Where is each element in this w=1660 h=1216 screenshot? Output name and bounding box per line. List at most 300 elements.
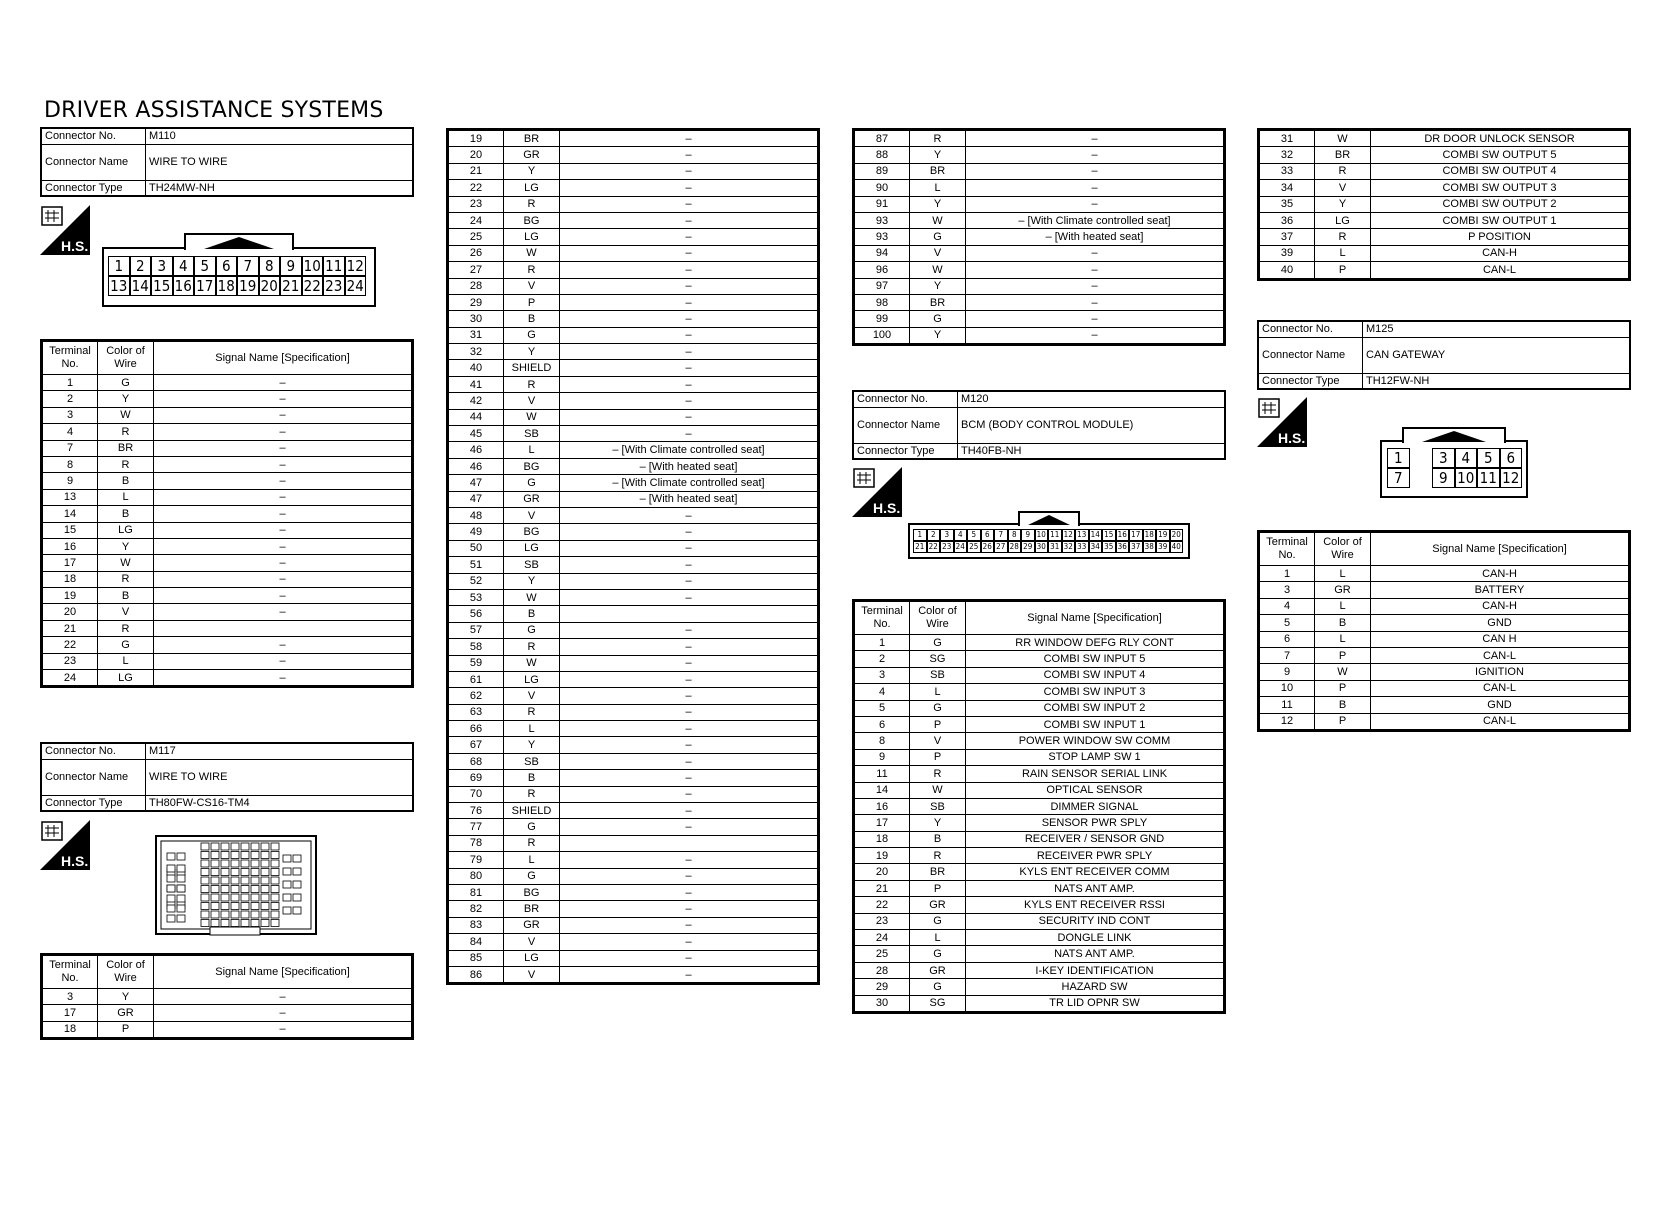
terminal-header: Terminal No. <box>1259 532 1315 566</box>
table-row <box>448 475 819 491</box>
terminal-cell: 85 <box>448 950 504 966</box>
m125-connector-diagram <box>1380 440 1528 498</box>
color-cell: W <box>910 782 966 798</box>
terminal-cell: 8 <box>42 456 98 472</box>
m125-terminal-table <box>1257 530 1631 732</box>
table-row <box>1259 196 1630 212</box>
color-cell: G <box>910 979 966 995</box>
signal-cell: STOP LAMP SW 1 <box>966 749 1225 765</box>
table-row <box>448 540 819 556</box>
terminal-cell: 9 <box>1259 664 1315 680</box>
signal-cell: – <box>154 637 413 653</box>
signal-cell: – <box>560 770 819 786</box>
color-cell: V <box>910 245 966 261</box>
signal-cell: – <box>560 753 819 769</box>
signal-cell: NATS ANT AMP. <box>966 946 1225 962</box>
color-cell: BG <box>504 458 560 474</box>
table-row <box>448 393 819 409</box>
table-row <box>42 620 413 636</box>
color-cell: P <box>910 880 966 896</box>
signal-cell: RECEIVER / SENSOR GND <box>966 831 1225 847</box>
connector-cavity <box>201 886 209 893</box>
terminal-cell: 89 <box>854 163 910 179</box>
connector-pin: 17 <box>194 276 216 296</box>
terminal-cell: 31 <box>448 327 504 343</box>
table-row <box>1259 713 1630 730</box>
connector-pin: 7 <box>237 256 259 276</box>
connector-cavity <box>283 907 291 914</box>
terminal-cell: 93 <box>854 212 910 228</box>
table-row <box>854 716 1225 732</box>
color-cell: B <box>98 506 154 522</box>
terminal-cell: 19 <box>42 588 98 604</box>
connector-cavity <box>261 869 269 876</box>
connector-cavity <box>241 886 249 893</box>
terminal-cell: 23 <box>42 653 98 669</box>
terminal-cell: 45 <box>448 426 504 442</box>
signal-cell: – <box>560 671 819 687</box>
color-cell: R <box>98 424 154 440</box>
table-row <box>42 522 413 538</box>
terminal-cell: 28 <box>448 278 504 294</box>
signal-cell: – <box>560 688 819 704</box>
color-cell: V <box>504 507 560 523</box>
page-title: DRIVER ASSISTANCE SYSTEMS <box>44 98 384 123</box>
signal-cell: – <box>560 934 819 950</box>
table-row <box>448 524 819 540</box>
connector-cavity <box>261 911 269 918</box>
signal-cell: – <box>966 294 1225 310</box>
color-cell: G <box>504 475 560 491</box>
m117-section <box>40 742 414 812</box>
terminal-cell: 17 <box>42 1005 98 1021</box>
color-cell: R <box>910 848 966 864</box>
signal-cell: – <box>154 473 413 489</box>
table-row <box>448 344 819 360</box>
connector-cavity <box>271 843 279 850</box>
connector-cavity <box>221 886 229 893</box>
connector-cavity <box>231 894 239 901</box>
connector-pin: 7 <box>1387 468 1410 488</box>
connector-cavity <box>241 852 249 859</box>
signal-cell: – <box>154 1021 413 1038</box>
table-row <box>42 391 413 407</box>
color-cell: L <box>1315 598 1371 614</box>
signal-cell: – <box>154 456 413 472</box>
connector-name-label: Connector Name <box>41 759 146 795</box>
table-row <box>854 311 1225 327</box>
connector-pin: 15 <box>1102 529 1116 541</box>
connector-cavity <box>283 894 291 901</box>
table-row <box>448 491 819 507</box>
signal-cell: – <box>560 852 819 868</box>
terminal-cell: 3 <box>854 667 910 683</box>
color-cell: GR <box>910 962 966 978</box>
terminal-cell: 31 <box>1259 130 1315 147</box>
m110-section <box>40 127 414 197</box>
terminal-cell: 20 <box>42 604 98 620</box>
connector-pin: 16 <box>1116 529 1130 541</box>
terminal-cell: 88 <box>854 147 910 163</box>
terminal-cell: 28 <box>854 962 910 978</box>
signal-cell: – <box>154 538 413 554</box>
signal-cell: DIMMER SIGNAL <box>966 798 1225 814</box>
terminal-cell: 17 <box>42 555 98 571</box>
signal-cell: – <box>560 180 819 196</box>
terminal-cell: 18 <box>42 571 98 587</box>
connector-type-label: Connector Type <box>853 443 958 459</box>
connector-cavity <box>231 843 239 850</box>
signal-cell: – <box>560 163 819 179</box>
connector-cavity <box>221 869 229 876</box>
connector-cavity <box>271 860 279 867</box>
signal-cell: – <box>560 311 819 327</box>
signal-cell: – <box>560 196 819 212</box>
color-cell: SB <box>504 557 560 573</box>
connector-pin: 18 <box>1143 529 1157 541</box>
table-row <box>448 573 819 589</box>
color-cell: SB <box>504 426 560 442</box>
terminal-cell: 4 <box>1259 598 1315 614</box>
connector-cavity <box>167 905 175 912</box>
color-cell: W <box>1315 664 1371 680</box>
connector-no-value: M110 <box>146 128 414 144</box>
color-cell: SB <box>504 753 560 769</box>
signal-cell: CAN-H <box>1371 598 1630 614</box>
connector-cavity <box>293 894 301 901</box>
terminal-cell: 30 <box>854 995 910 1012</box>
color-cell: V <box>504 278 560 294</box>
signal-cell: – <box>560 344 819 360</box>
color-cell: BG <box>504 524 560 540</box>
color-cell: R <box>98 571 154 587</box>
connector-pin: 6 <box>1500 448 1523 468</box>
table-row <box>854 766 1225 782</box>
signal-cell: I-KEY IDENTIFICATION <box>966 962 1225 978</box>
connector-cavity <box>241 911 249 918</box>
table-row <box>448 245 819 261</box>
signal-cell: POWER WINDOW SW COMM <box>966 733 1225 749</box>
connector-pin: 16 <box>173 276 195 296</box>
signal-cell: – <box>560 147 819 163</box>
table-row <box>1259 615 1630 631</box>
color-cell: L <box>1315 245 1371 261</box>
table-row <box>1259 180 1630 196</box>
signal-cell: SECURITY IND CONT <box>966 913 1225 929</box>
signal-header: Signal Name [Specification] <box>966 601 1225 635</box>
signal-cell: – <box>966 196 1225 212</box>
terminal-cell: 27 <box>448 262 504 278</box>
table-row <box>854 229 1225 245</box>
connector-type-value: TH12FW-NH <box>1363 373 1631 389</box>
m125-pin-grid <box>1387 448 1522 488</box>
color-cell: W <box>504 409 560 425</box>
connector-pin: 21 <box>280 276 302 296</box>
connector-cavity <box>261 894 269 901</box>
connector-name-label: Connector Name <box>1258 337 1363 373</box>
table-row <box>448 229 819 245</box>
table-row <box>448 360 819 376</box>
connector-cavity <box>211 886 219 893</box>
signal-cell: NATS ANT AMP. <box>966 880 1225 896</box>
signal-cell: RAIN SENSOR SERIAL LINK <box>966 766 1225 782</box>
connector-cavity <box>283 855 291 862</box>
table-row <box>854 635 1225 651</box>
color-cell: GR <box>1315 582 1371 598</box>
table-row <box>448 262 819 278</box>
connector-pin: 7 <box>994 529 1008 541</box>
connector-pin: 1 <box>108 256 130 276</box>
terminal-cell: 13 <box>42 489 98 505</box>
signal-cell: – <box>154 653 413 669</box>
signal-cell: DR DOOR UNLOCK SENSOR <box>1371 130 1630 147</box>
terminal-cell: 11 <box>854 766 910 782</box>
table-row <box>1259 262 1630 279</box>
color-cell: P <box>504 294 560 310</box>
color-cell: R <box>504 639 560 655</box>
connector-cavity <box>167 875 175 882</box>
connector-cavity <box>177 905 185 912</box>
terminal-cell: 3 <box>1259 582 1315 598</box>
color-cell: P <box>1315 262 1371 279</box>
connector-pin: 20 <box>259 276 281 296</box>
color-cell: V <box>910 733 966 749</box>
m120-continued-table <box>1257 128 1631 281</box>
table-row <box>1259 598 1630 614</box>
signal-cell: – <box>966 147 1225 163</box>
terminal-cell: 24 <box>448 212 504 228</box>
terminal-cell: 80 <box>448 868 504 884</box>
terminal-cell: 99 <box>854 311 910 327</box>
color-cell: LG <box>98 670 154 687</box>
connector-pin: 5 <box>967 529 981 541</box>
terminal-cell: 66 <box>448 721 504 737</box>
table-row <box>854 212 1225 228</box>
connector-pin: 37 <box>1129 541 1143 553</box>
table-row <box>448 212 819 228</box>
connector-cavity <box>201 843 209 850</box>
connector-cavity <box>261 860 269 867</box>
connector-cavity <box>221 877 229 884</box>
terminal-cell: 78 <box>448 835 504 851</box>
terminal-cell: 4 <box>42 424 98 440</box>
table-row <box>448 409 819 425</box>
terminal-cell: 24 <box>42 670 98 687</box>
connector-cavity <box>241 920 249 927</box>
connector-cavity <box>201 920 209 927</box>
signal-cell: – <box>560 966 819 983</box>
connector-cavity <box>201 852 209 859</box>
signal-cell: OPTICAL SENSOR <box>966 782 1225 798</box>
connector-cavity <box>211 877 219 884</box>
connector-cavity <box>293 855 301 862</box>
color-cell: SHIELD <box>504 803 560 819</box>
color-header: Color of Wire <box>1315 532 1371 566</box>
connector-cavity <box>251 843 259 850</box>
terminal-cell: 3 <box>42 989 98 1005</box>
table-row <box>854 130 1225 147</box>
connector-pin: 33 <box>1075 541 1089 553</box>
terminal-cell: 57 <box>448 622 504 638</box>
table-row <box>448 786 819 802</box>
table-row <box>1259 680 1630 696</box>
signal-cell: – <box>154 489 413 505</box>
color-cell: L <box>1315 566 1371 582</box>
connector-lock-icon <box>1018 511 1080 527</box>
connector-pin: 38 <box>1143 541 1157 553</box>
color-cell: W <box>910 212 966 228</box>
table-row <box>448 753 819 769</box>
connector-cavity <box>251 894 259 901</box>
table-row <box>448 966 819 983</box>
signal-cell: – <box>966 245 1225 261</box>
connector-cavity <box>221 903 229 910</box>
color-header: Color of Wire <box>98 955 154 989</box>
table-row <box>1259 582 1630 598</box>
color-cell: W <box>1315 130 1371 147</box>
table-row <box>448 950 819 966</box>
terminal-cell: 25 <box>854 946 910 962</box>
color-cell: G <box>98 375 154 391</box>
color-cell: BG <box>504 212 560 228</box>
connector-cavity <box>177 885 185 892</box>
connector-name-label: Connector Name <box>41 144 146 180</box>
table-row <box>42 989 413 1005</box>
terminal-cell: 86 <box>448 966 504 983</box>
table-row <box>854 294 1225 310</box>
table-row <box>42 1005 413 1021</box>
color-cell: Y <box>910 815 966 831</box>
signal-cell: – <box>966 278 1225 294</box>
connector-pin: 27 <box>994 541 1008 553</box>
connector-cavity <box>251 911 259 918</box>
connector-pin: 17 <box>1129 529 1143 541</box>
color-cell: SG <box>910 651 966 667</box>
signal-cell: – <box>560 540 819 556</box>
connector-no-value: M125 <box>1363 321 1631 337</box>
color-cell: GR <box>504 491 560 507</box>
color-cell: V <box>504 393 560 409</box>
terminal-cell: 82 <box>448 901 504 917</box>
signal-cell: – <box>560 426 819 442</box>
color-cell: G <box>910 946 966 962</box>
table-row <box>42 424 413 440</box>
connector-cavity <box>241 860 249 867</box>
connector-pin: 12 <box>345 256 367 276</box>
terminal-cell: 44 <box>448 409 504 425</box>
table-row <box>448 327 819 343</box>
signal-cell: – <box>154 424 413 440</box>
terminal-cell: 20 <box>448 147 504 163</box>
terminal-cell: 36 <box>1259 212 1315 228</box>
terminal-cell: 49 <box>448 524 504 540</box>
color-cell: P <box>98 1021 154 1038</box>
color-cell: W <box>504 655 560 671</box>
terminal-cell: 62 <box>448 688 504 704</box>
signal-cell <box>154 620 413 636</box>
connector-type-value: TH24MW-NH <box>146 180 414 196</box>
connector-cavity <box>201 911 209 918</box>
color-cell: G <box>910 700 966 716</box>
table-row <box>42 473 413 489</box>
table-row <box>448 737 819 753</box>
connector-pin: 22 <box>927 541 941 553</box>
connector-cavity <box>241 843 249 850</box>
signal-cell: – <box>560 262 819 278</box>
signal-cell: – <box>966 311 1225 327</box>
color-cell: BR <box>910 163 966 179</box>
signal-cell: P POSITION <box>1371 229 1630 245</box>
signal-cell: – <box>560 245 819 261</box>
terminal-cell: 29 <box>448 294 504 310</box>
connector-pin: 6 <box>216 256 238 276</box>
terminal-cell: 21 <box>42 620 98 636</box>
connector-cavity <box>177 895 185 902</box>
color-cell: R <box>910 766 966 782</box>
harness-side-icon <box>1257 397 1307 447</box>
connector-pin: 9 <box>280 256 302 276</box>
connector-pin: 10 <box>1455 468 1478 488</box>
color-cell: BR <box>910 864 966 880</box>
terminal-cell: 2 <box>854 651 910 667</box>
connector-pin: 25 <box>967 541 981 553</box>
color-cell: L <box>504 442 560 458</box>
connector-cavity <box>271 852 279 859</box>
m120-terminal-table <box>852 599 1226 1014</box>
table-row <box>854 979 1225 995</box>
terminal-cell: 8 <box>854 733 910 749</box>
connector-pin: 20 <box>1170 529 1184 541</box>
color-cell: Y <box>98 538 154 554</box>
connector-no-value: M120 <box>958 391 1226 407</box>
terminal-cell: 87 <box>854 130 910 147</box>
connector-pin: 24 <box>954 541 968 553</box>
signal-cell: – <box>154 522 413 538</box>
color-cell: GR <box>98 1005 154 1021</box>
table-row <box>448 835 819 851</box>
connector-pin: 32 <box>1062 541 1076 553</box>
signal-cell: KYLS ENT RECEIVER RSSI <box>966 897 1225 913</box>
connector-pin: 2 <box>130 256 152 276</box>
color-header: Color of Wire <box>910 601 966 635</box>
terminal-cell: 18 <box>854 831 910 847</box>
signal-cell: – <box>560 557 819 573</box>
table-row <box>854 327 1225 344</box>
hs-label: H.S. <box>873 500 901 516</box>
table-row <box>448 819 819 835</box>
terminal-cell: 6 <box>1259 631 1315 647</box>
signal-cell: – <box>560 278 819 294</box>
table-row <box>1259 566 1630 582</box>
color-cell: BG <box>504 884 560 900</box>
terminal-cell: 59 <box>448 655 504 671</box>
signal-cell: – <box>560 212 819 228</box>
signal-cell: – <box>560 327 819 343</box>
table-row <box>854 700 1225 716</box>
table-row <box>854 245 1225 261</box>
color-cell: GR <box>910 897 966 913</box>
signal-cell: – <box>560 130 819 147</box>
color-cell: P <box>910 716 966 732</box>
table-row <box>854 880 1225 896</box>
harness-side-icon <box>852 467 902 517</box>
color-cell: B <box>98 588 154 604</box>
terminal-cell: 1 <box>854 635 910 651</box>
signal-cell: – <box>560 737 819 753</box>
color-cell: LG <box>98 522 154 538</box>
connector-cavity <box>201 877 209 884</box>
table-row <box>448 507 819 523</box>
